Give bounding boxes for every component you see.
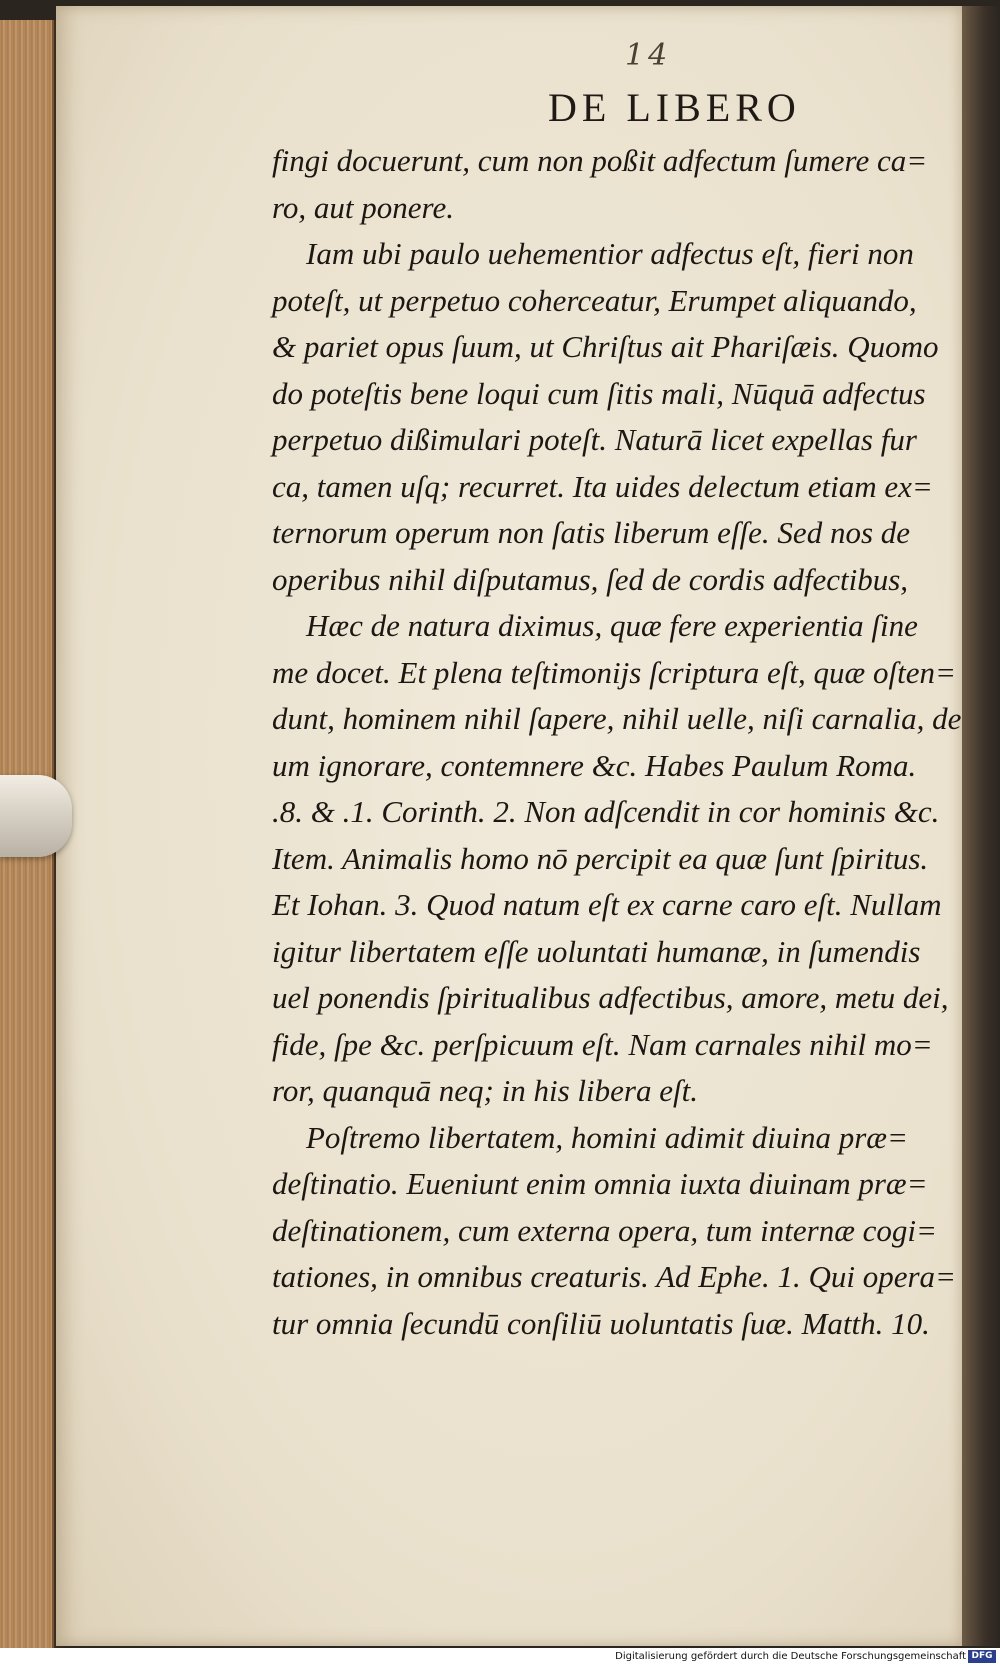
- text-line: fide, ſpe &c. perſpicuum eſt. Nam carnales nihil mo=: [272, 1026, 933, 1062]
- text-line: um ignorare, contemnere &c. Habes Paulum Roma.: [272, 747, 917, 783]
- text-line: tationes, in omnibus creaturis. Ad Ephe. 1. Qui opera=: [272, 1259, 956, 1294]
- text-line: do poteſtis bene loqui cum ſitis mali, Nūquā adfectus: [272, 375, 926, 411]
- text-line: Hæc de natura diximus, quæ fere experientia ſine: [306, 608, 918, 643]
- body-text: [272, 138, 984, 1347]
- funding-credit: Digitalisierung gefördert durch die Deutsche Forschungsgemeinschaft: [615, 1651, 966, 1662]
- text-line: deſtinatio. Eueniunt enim omnia iuxta diuinam præ=: [272, 1166, 928, 1201]
- folio-number: 14: [625, 38, 672, 73]
- text-line: & pariet opus ſuum, ut Chriſtus ait Phariſæis. Quomo: [272, 329, 939, 364]
- text-line: Poſtremo libertatem, homini adimit diuina præ=: [306, 1119, 908, 1155]
- text-line: tur omnia ſecundū conſiliū uoluntatis ſuæ. Matth. 10.: [272, 1305, 930, 1341]
- text-line: fingi docuerunt, cum non poßit adfectum ſumere ca=: [272, 143, 928, 178]
- text-line: ror, quanquā neq; in his libera eſt.: [272, 1073, 698, 1108]
- text-line: Iam ubi paulo uehementior adfectus eſt, fieri non: [306, 236, 914, 271]
- text-line: igitur libertatem eſſe uoluntati humanæ, in ſumendis: [272, 933, 921, 969]
- book-clasp: [0, 775, 72, 857]
- text-line: poteſt, ut perpetuo coherceatur, Erumpet aliquando,: [272, 282, 917, 318]
- text-line: ca, tamen uſq; recurret. Ita uides delectum etiam ex=: [272, 468, 933, 504]
- text-line: operibus nihil diſputamus, ſed de cordis adfectibus,: [272, 561, 909, 597]
- text-line: Et Iohan. 3. Quod natum eſt ex carne caro eſt. Nullam: [272, 887, 942, 922]
- text-line: .8. & .1. Corinth. 2. Non adſcendit in cor hominis &c.: [272, 794, 940, 829]
- text-line: Item. Animalis homo nō percipit ea quæ ſunt ſpiritus.: [272, 840, 929, 876]
- text-line: perpetuo dißimulari poteſt. Naturā licet expellas fur: [272, 422, 917, 457]
- text-line: ternorum operum non ſatis liberum eſſe. Sed nos de: [272, 515, 911, 550]
- text-line: ro, aut ponere.: [272, 189, 454, 225]
- text-line: uel ponendis ſpiritualibus adfectibus, amore, metu dei,: [272, 980, 949, 1015]
- text-line: dunt, hominem nihil ſapere, nihil uelle, niſi carnalia, de: [272, 701, 962, 736]
- dfg-logo: DFG: [968, 1650, 996, 1663]
- running-head: DE LIBERO: [548, 85, 801, 130]
- text-line: me docet. Et plena teſtimonijs ſcriptura eſt, quæ oſten=: [272, 654, 956, 690]
- text-line: deſtinationem, cum externa opera, tum internæ cogi=: [272, 1212, 937, 1248]
